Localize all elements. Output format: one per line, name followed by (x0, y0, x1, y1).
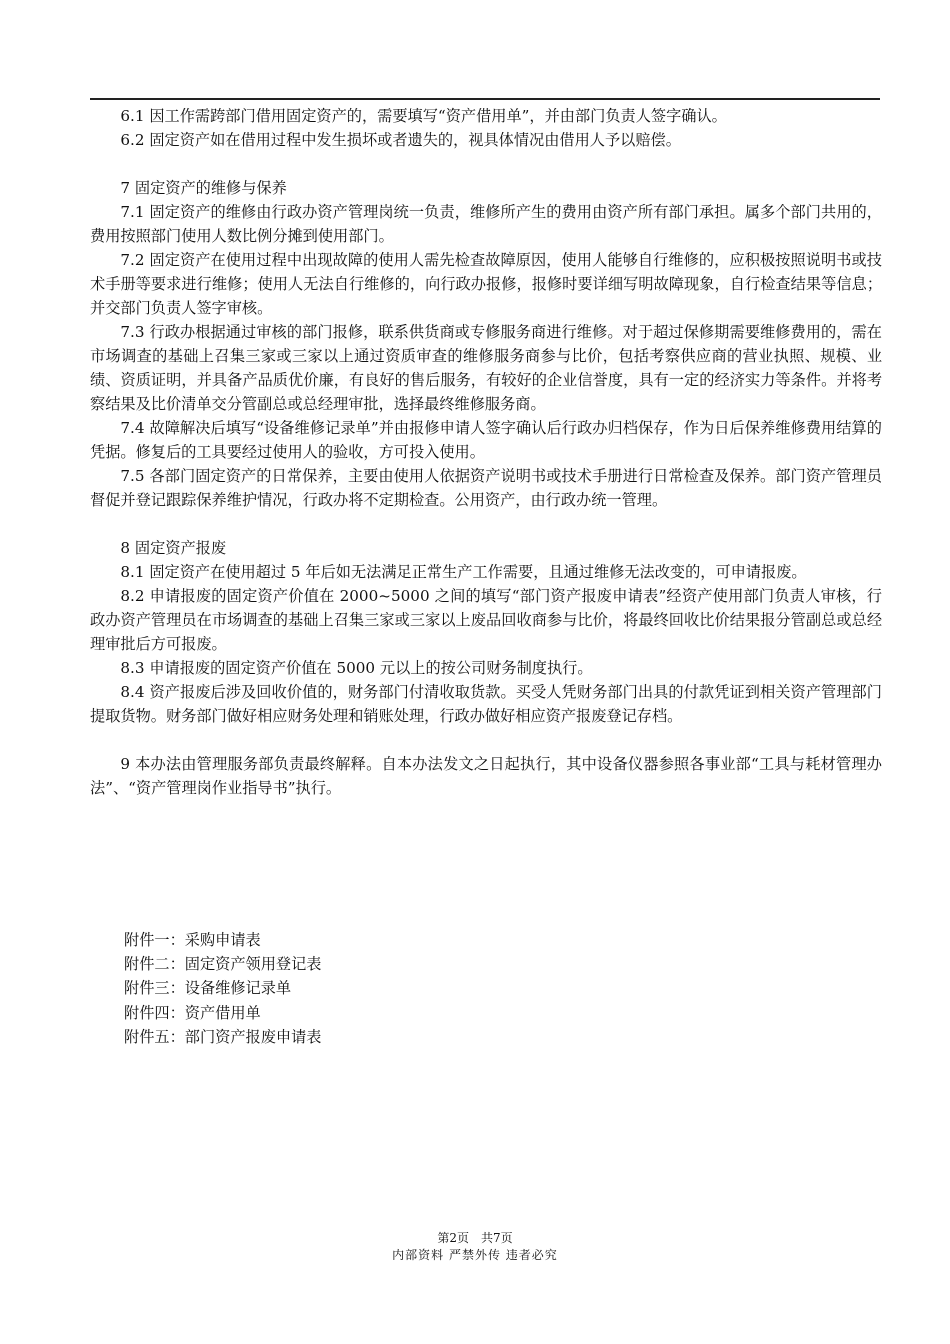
paragraph-7-3: 7.3 行政办根据通过审核的部门报修，联系供货商或专修服务商进行维修。对于超过保修期需要维修费用的，需在市场调查的基础上召集三家或三家以上通过资质审查的维修服务商参与比价，包括考察供应商的营业执照、规模、业绩、资质证明，并具备产品质优价廉，有良好的售后服务，有较好的企业信誉度，具有一定的经济实力等条件。并将考察结果及比价清单交分管副总或总经理审批，选择最终维修服务商。 (90, 323, 882, 413)
paragraph-7-1: 7.1 固定资产的维修由行政办资产管理岗统一负责，维修所产生的费用由资产所有部门承担。属多个部门共用的，费用按照部门使用人数比例分摊到使用部门。 (90, 203, 882, 245)
section-8-heading: 8 固定资产报废 (120, 539, 227, 557)
header-rule (90, 98, 880, 100)
paragraph-spacer (90, 512, 882, 536)
paragraph-8-4: 8.4 资产报废后涉及回收价值的，财务部门付清收取货款。买受人凭财务部门出具的付款凭证到相关资产管理部门提取货物。财务部门做好相应财务处理和销账处理，行政办做好相应资产报废登记存档。 (90, 683, 882, 725)
section-7-heading: 7 固定资产的维修与保养 (120, 179, 287, 197)
attachment-item: 附件三：设备维修记录单 (124, 979, 292, 998)
paragraph-7-4: 7.4 故障解决后填写“设备维修记录单”并由报修申请人签字确认后行政办归档保存，作为日后保养维修费用结算的凭据。修复后的工具要经过使用人的验收，方可投入使用。 (90, 419, 882, 461)
attachment-item: 附件四：资产借用单 (124, 1003, 261, 1022)
total-pages: 共7页 (481, 1231, 513, 1245)
paragraph-6-1: 6.1 因工作需跨部门借用固定资产的，需要填写“资产借用单”，并由部门负责人签字确认。 (120, 107, 727, 125)
attachment-item: 附件一：采购申请表 (124, 931, 261, 949)
paragraph-7-2: 7.2 固定资产在使用过程中出现故障的使用人需先检查故障原因，使用人能够自行维修的，应积极按照说明书或技术手册等要求进行维修；使用人无法自行维修的，向行政办报修，报修时要详细写明故障现象，自行检查结果等信息；并交部门负责人签字审核。 (90, 251, 882, 317)
page-footer (0, 1230, 950, 1264)
paragraph-8-1: 8.1 固定资产在使用超过 5 年后如无法满足正常生产工作需要，且通过维修无法改变的，可申请报废。 (120, 563, 807, 581)
paragraph-7-5: 7.5 各部门固定资产的日常保养，主要由使用人依据资产说明书或技术手册进行日常检查及保养。部门资产管理员督促并登记跟踪保养维护情况，行政办将不定期检查。公用资产，由行政办统一管理。 (90, 467, 882, 509)
paragraph-6-2: 6.2 固定资产如在借用过程中发生损坏或者遗失的，视具体情况由借用人予以赔偿。 (120, 131, 681, 149)
attachment-item: 附件二：固定资产领用登记表 (124, 955, 322, 974)
document-body (90, 104, 882, 800)
paragraph-8-3: 8.3 申请报废的固定资产价值在 5000 元以上的按公司财务制度执行。 (120, 659, 593, 677)
page-number (0, 1230, 950, 1247)
paragraph-8-2: 8.2 申请报废的固定资产价值在 2000~5000 之间的填写“部门资产报废申请表”经资产使用部门负责人审核，行政办资产管理员在市场调查的基础上召集三家或三家以上废品回收商参与比价，将最终回收比价结果报分管副总或总经理审批后方可报废。 (90, 587, 882, 653)
paragraph-9: 9 本办法由管理服务部负责最终解释。自本办法发文之日起执行，其中设备仪器参照各事业部“工具与耗材管理办法”、“资产管理岗作业指导书”执行。 (90, 755, 882, 797)
attachment-list (90, 928, 882, 1049)
confidentiality-notice: 内部资料 严禁外传 违者必究 (392, 1248, 558, 1262)
attachment-item: 附件五：部门资产报废申请表 (124, 1027, 322, 1046)
paragraph-spacer (90, 728, 882, 752)
current-page: 第2页 (437, 1231, 469, 1245)
paragraph-spacer (90, 152, 882, 176)
